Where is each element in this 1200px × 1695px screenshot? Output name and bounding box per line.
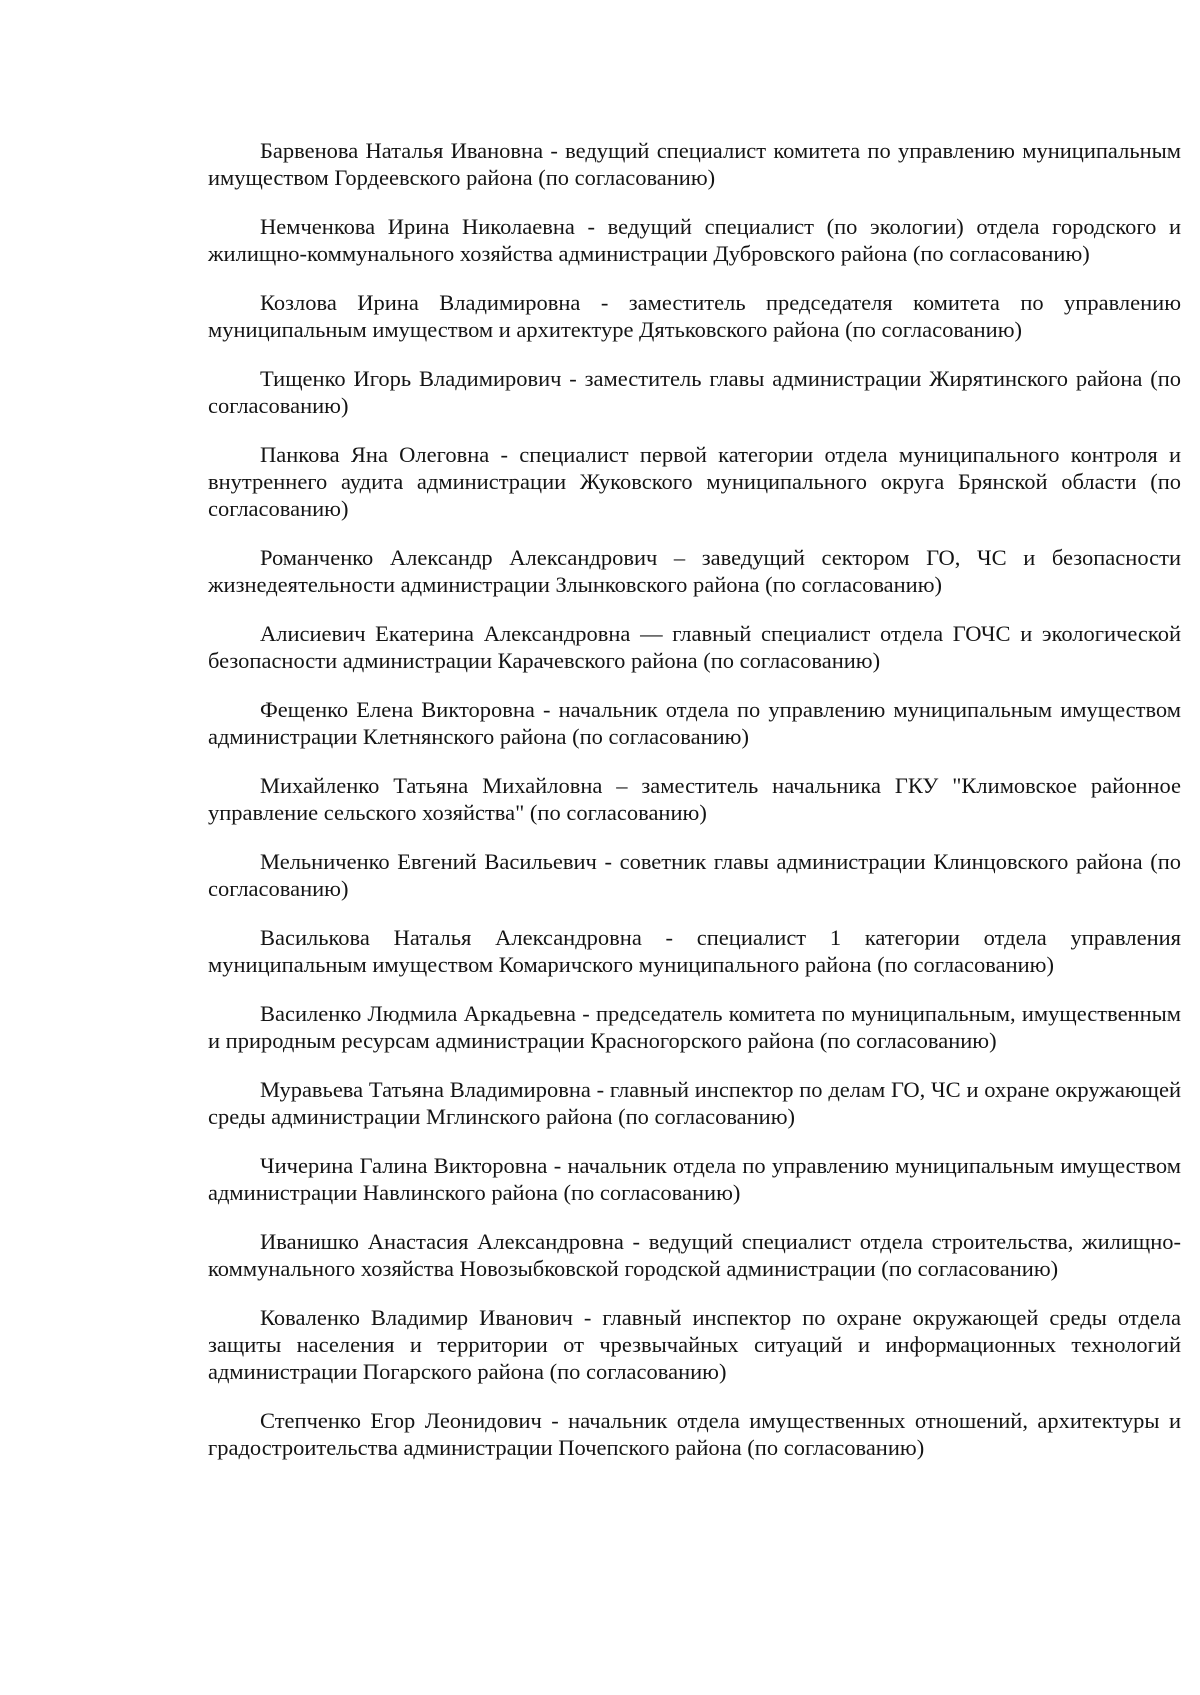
member-entry: Алисиевич Екатерина Александровна — главный специалист отдела ГОЧС и экологической безопасности администрации Карачевского района (по согласованию): [208, 621, 1181, 673]
member-entry: Василькова Наталья Александровна - специалист 1 категории отдела управления муниципальным имуществом Комаричского муниципального района (по согласованию): [208, 925, 1181, 977]
member-entry: Тищенко Игорь Владимирович - заместитель главы администрации Жирятинского района (по согласованию): [208, 366, 1181, 418]
document-page: [208, 137, 1181, 1483]
member-entry: Михайленко Татьяна Михайловна – заместитель начальника ГКУ "Климовское районное управление сельского хозяйства" (по согласованию): [208, 773, 1181, 825]
member-entry: Чичерина Галина Викторовна - начальник отдела по управлению муниципальным имуществом администрации Навлинского района (по согласованию): [208, 1153, 1181, 1205]
member-entry: Барвенова Наталья Ивановна - ведущий специалист комитета по управлению муниципальным имуществом Гордеевского района (по согласованию): [208, 138, 1181, 190]
member-entry: Козлова Ирина Владимировна - заместитель председателя комитета по управлению муниципальным имуществом и архитектуре Дятьковского района (по согласованию): [208, 290, 1181, 342]
member-entry: Муравьева Татьяна Владимировна - главный инспектор по делам ГО, ЧС и охране окружающей среды администрации Мглинского района (по согласованию): [208, 1077, 1181, 1129]
member-entry: Фещенко Елена Викторовна - начальник отдела по управлению муниципальным имуществом администрации Клетнянского района (по согласованию): [208, 697, 1181, 749]
member-entry: Мельниченко Евгений Васильевич - советник главы администрации Клинцовского района (по согласованию): [208, 849, 1181, 901]
member-entry: Немченкова Ирина Николаевна - ведущий специалист (по экологии) отдела городского и жилищно-коммунального хозяйства администрации Дубровского района (по согласованию): [208, 214, 1181, 266]
member-entry: Степченко Егор Леонидович - начальник отдела имущественных отношений, архитектуры и градостроительства администрации Почепского района (по согласованию): [208, 1408, 1181, 1460]
member-entry: Коваленко Владимир Иванович - главный инспектор по охране окружающей среды отдела защиты населения и территории от чрезвычайных ситуаций и информационных технологий администрации Погарского района (по согласованию): [208, 1305, 1181, 1384]
member-entry: Романченко Александр Александрович – заведущий сектором ГО, ЧС и безопасности жизнедеятельности администрации Злынковского района (по согласованию): [208, 545, 1181, 597]
member-entry: Иванишко Анастасия Александровна - ведущий специалист отдела строительства, жилищно-коммунального хозяйства Новозыбковской городской администрации (по согласованию): [208, 1229, 1181, 1281]
member-entry: Василенко Людмила Аркадьевна - председатель комитета по муниципальным, имущественным и природным ресурсам администрации Красногорского района (по согласованию): [208, 1001, 1181, 1053]
member-entry: Панкова Яна Олеговна - специалист первой категории отдела муниципального контроля и внутреннего аудита администрации Жуковского муниципального округа Брянской области (по согласованию): [208, 442, 1181, 521]
